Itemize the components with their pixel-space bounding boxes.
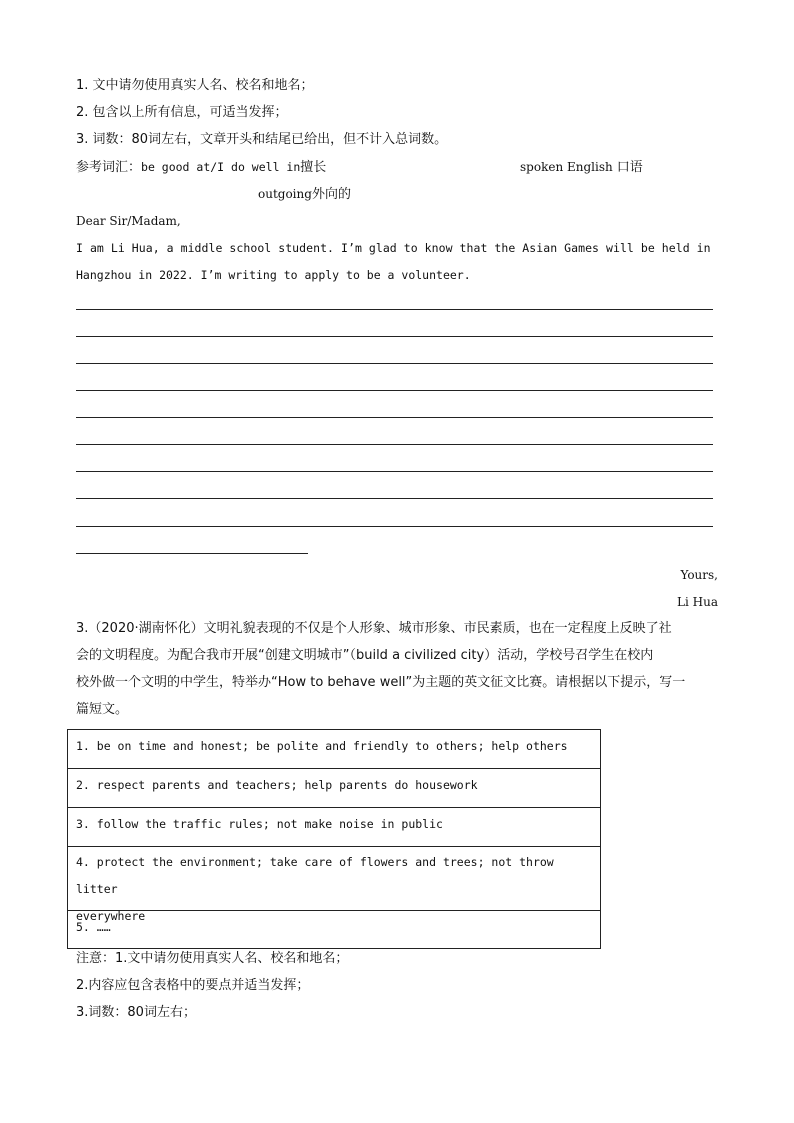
note-2: 2.内容应包含表格中的要点并适当发挥； [76, 978, 310, 993]
writing-line[interactable] [76, 526, 713, 527]
vocab-label: 参考词汇： [76, 160, 142, 175]
letter-signature: Li Hua [677, 595, 718, 609]
hints-row-2: 2. respect parents and teachers; help parents do housework [68, 769, 600, 808]
hints-row-4-line-1: 4. protect the environment; take care of flowers and trees; not throw litter [76, 855, 554, 896]
letter-closing: Yours, [680, 568, 718, 582]
writing-line[interactable] [76, 309, 713, 310]
hints-row-1: 1. be on time and honest; be polite and friendly to others; help others [68, 730, 600, 769]
writing-line[interactable] [76, 363, 713, 364]
writing-line[interactable] [76, 444, 713, 445]
requirement-2: 2. 包含以上所有信息，可适当发挥； [76, 105, 288, 120]
note-3: 3.词数：80词左右； [76, 1005, 196, 1020]
vocab-item2-en: spoken English [520, 160, 613, 174]
vocab-item3-en: outgoing [258, 187, 312, 201]
letter-opening-line-2: Hangzhou in 2022. I’m writing to apply to be a volunteer. [76, 268, 471, 282]
vocab-item1-en: be good at/I do well in [141, 160, 301, 174]
vocab-item2-cn: 口语 [616, 160, 643, 175]
requirement-1: 1. 文中请勿使用真实人名、校名和地名； [76, 78, 314, 93]
question3-line-4: 篇短文。 [76, 702, 129, 717]
note-1: 注意：1.文中请勿使用真实人名、校名和地名； [76, 951, 349, 966]
vocab-line [76, 157, 326, 178]
letter-salutation: Dear Sir/Madam, [76, 214, 181, 228]
writing-line-last[interactable] [76, 553, 308, 554]
writing-line[interactable] [76, 417, 713, 418]
writing-line[interactable] [76, 336, 713, 337]
hints-row-4-line-2: everywhere [76, 909, 146, 923]
vocab-item3-cn: 外向的 [311, 187, 351, 202]
hints-row-3: 3. follow the traffic rules; not make noise in public [68, 808, 600, 847]
vocab-item1-cn: 擅长 [300, 160, 327, 175]
requirement-3: 3. 词数：80词左右，文章开头和结尾已给出，但不计入总词数。 [76, 132, 448, 147]
letter-opening-line-1: I am Li Hua, a middle school student. I’m glad to know that the Asian Games will be held in [76, 241, 711, 255]
vocab-item3 [258, 184, 351, 205]
writing-line[interactable] [76, 390, 713, 391]
question3-line-1: 3.（2020·湖南怀化）文明礼貌表现的不仅是个人形象、城市形象、市民素质，也在一定程度上反映了社 [76, 621, 672, 636]
hints-row-5: 5. …… [76, 920, 111, 934]
vocab-item2 [520, 157, 643, 178]
writing-line[interactable] [76, 471, 713, 472]
hints-row-4 [68, 847, 600, 923]
question3-line-3: 校外做一个文明的中学生，特举办“How to behave well”为主题的英文征文比赛。请根据以下提示，写一 [76, 675, 686, 690]
writing-line[interactable] [76, 498, 713, 499]
hints-table [67, 729, 601, 949]
question3-line-2: 会的文明程度。为配合我市开展“创建文明城市”（build a civilized city）活动，学校号召学生在校内 [76, 648, 654, 663]
